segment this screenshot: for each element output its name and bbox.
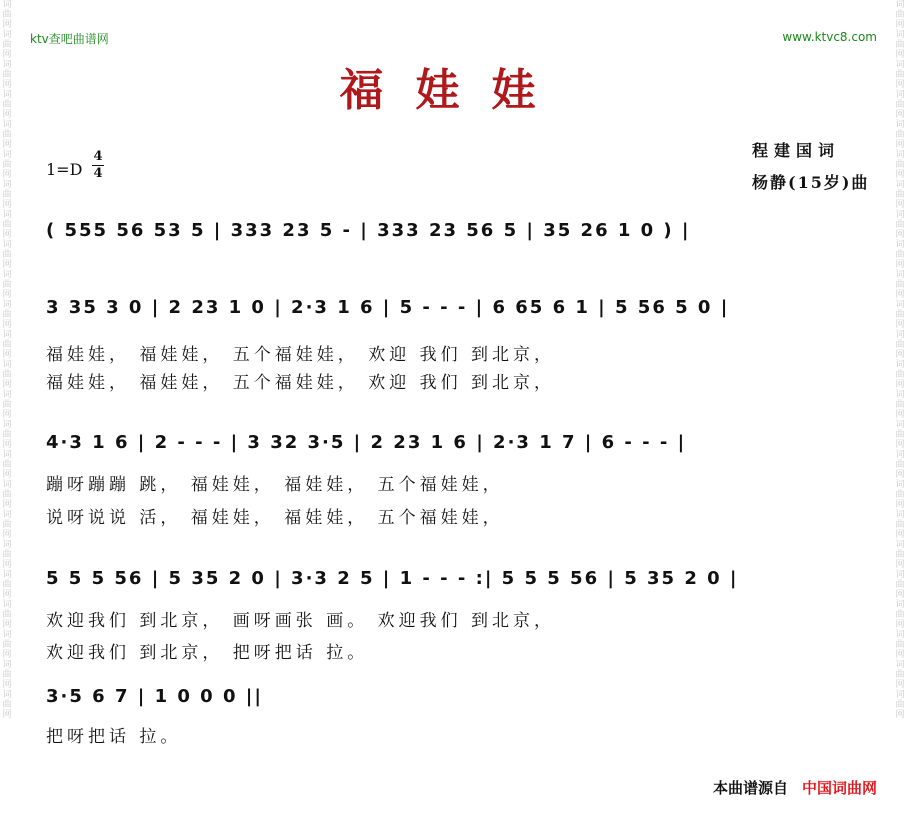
lyric-row-3-verse-1: 蹦呀蹦蹦 跳， 福娃娃， 福娃娃， 五个福娃娃， xyxy=(46,475,504,495)
notation-row-3: 4·3 1 6 | 2 - - - | 3 32 3·5 | 2 23 1 6 | 2·3 1 7 | 6 - - - | xyxy=(46,432,687,453)
lyric-row-4-verse-1: 欢迎我们 到北京， 画呀画张 画。 欢迎我们 到北京， xyxy=(46,611,556,631)
meter-bottom: 4 xyxy=(93,166,103,181)
lyric-row-2-verse-2: 福娃娃， 福娃娃， 五个福娃娃， 欢迎 我们 到北京， xyxy=(46,373,556,393)
lyric-row-4-verse-2: 欢迎我们 到北京， 把呀把话 拉。 xyxy=(46,643,369,663)
lyric-row-2-verse-1: 福娃娃， 福娃娃， 五个福娃娃， 欢迎 我们 到北京， xyxy=(46,345,556,365)
lyric-row-5-verse-1: 把呀把话 拉。 xyxy=(46,727,182,747)
key-signature: 1=D xyxy=(46,160,83,179)
footer-source-label: 本曲谱源自 xyxy=(712,779,788,797)
footer-source xyxy=(713,777,877,798)
header-site-left[interactable]: ktv查吧曲谱网 xyxy=(30,32,109,46)
lyricist-credit: 程建国词 xyxy=(752,141,841,160)
lyric-row-3-verse-2: 说呀说说 活， 福娃娃， 福娃娃， 五个福娃娃， xyxy=(46,508,504,528)
header-site-right[interactable]: www.ktvc8.com xyxy=(782,30,877,44)
footer-source-site[interactable]: 中国词曲网 xyxy=(801,779,877,797)
song-title: 福娃娃 xyxy=(339,65,568,116)
time-signature xyxy=(92,150,104,181)
meter-top: 4 xyxy=(93,149,103,164)
notation-row-5: 3·5 6 7 | 1 0 0 0 || xyxy=(46,686,263,707)
composer-credit: 杨静(15岁)曲 xyxy=(752,173,870,192)
notation-row-2: 3 35 3 0 | 2 23 1 0 | 2·3 1 6 | 5 - - - | 6 65 6 1 | 5 56 5 0 | xyxy=(46,297,730,318)
notation-row-4: 5 5 5 56 | 5 35 2 0 | 3·3 2 5 | 1 - - - :| 5 5 5 56 | 5 35 2 0 | xyxy=(46,568,739,589)
side-watermark-right: 词曲网词曲网词曲网词曲网词曲网词曲网词曲网词曲网词曲网词曲网词曲网词曲网词曲网词曲网词曲网词曲网词曲网词曲网词曲网词曲网词曲网词曲网词曲网词曲网 xyxy=(895,0,905,720)
side-watermark-left: 词曲网词曲网词曲网词曲网词曲网词曲网词曲网词曲网词曲网词曲网词曲网词曲网词曲网词曲网词曲网词曲网词曲网词曲网词曲网词曲网词曲网词曲网词曲网词曲网 xyxy=(2,0,12,720)
notation-row-1: ( 555 56 53 5 | 333 23 5 - | 333 23 56 5 | 35 26 1 0 ) | xyxy=(46,220,691,241)
